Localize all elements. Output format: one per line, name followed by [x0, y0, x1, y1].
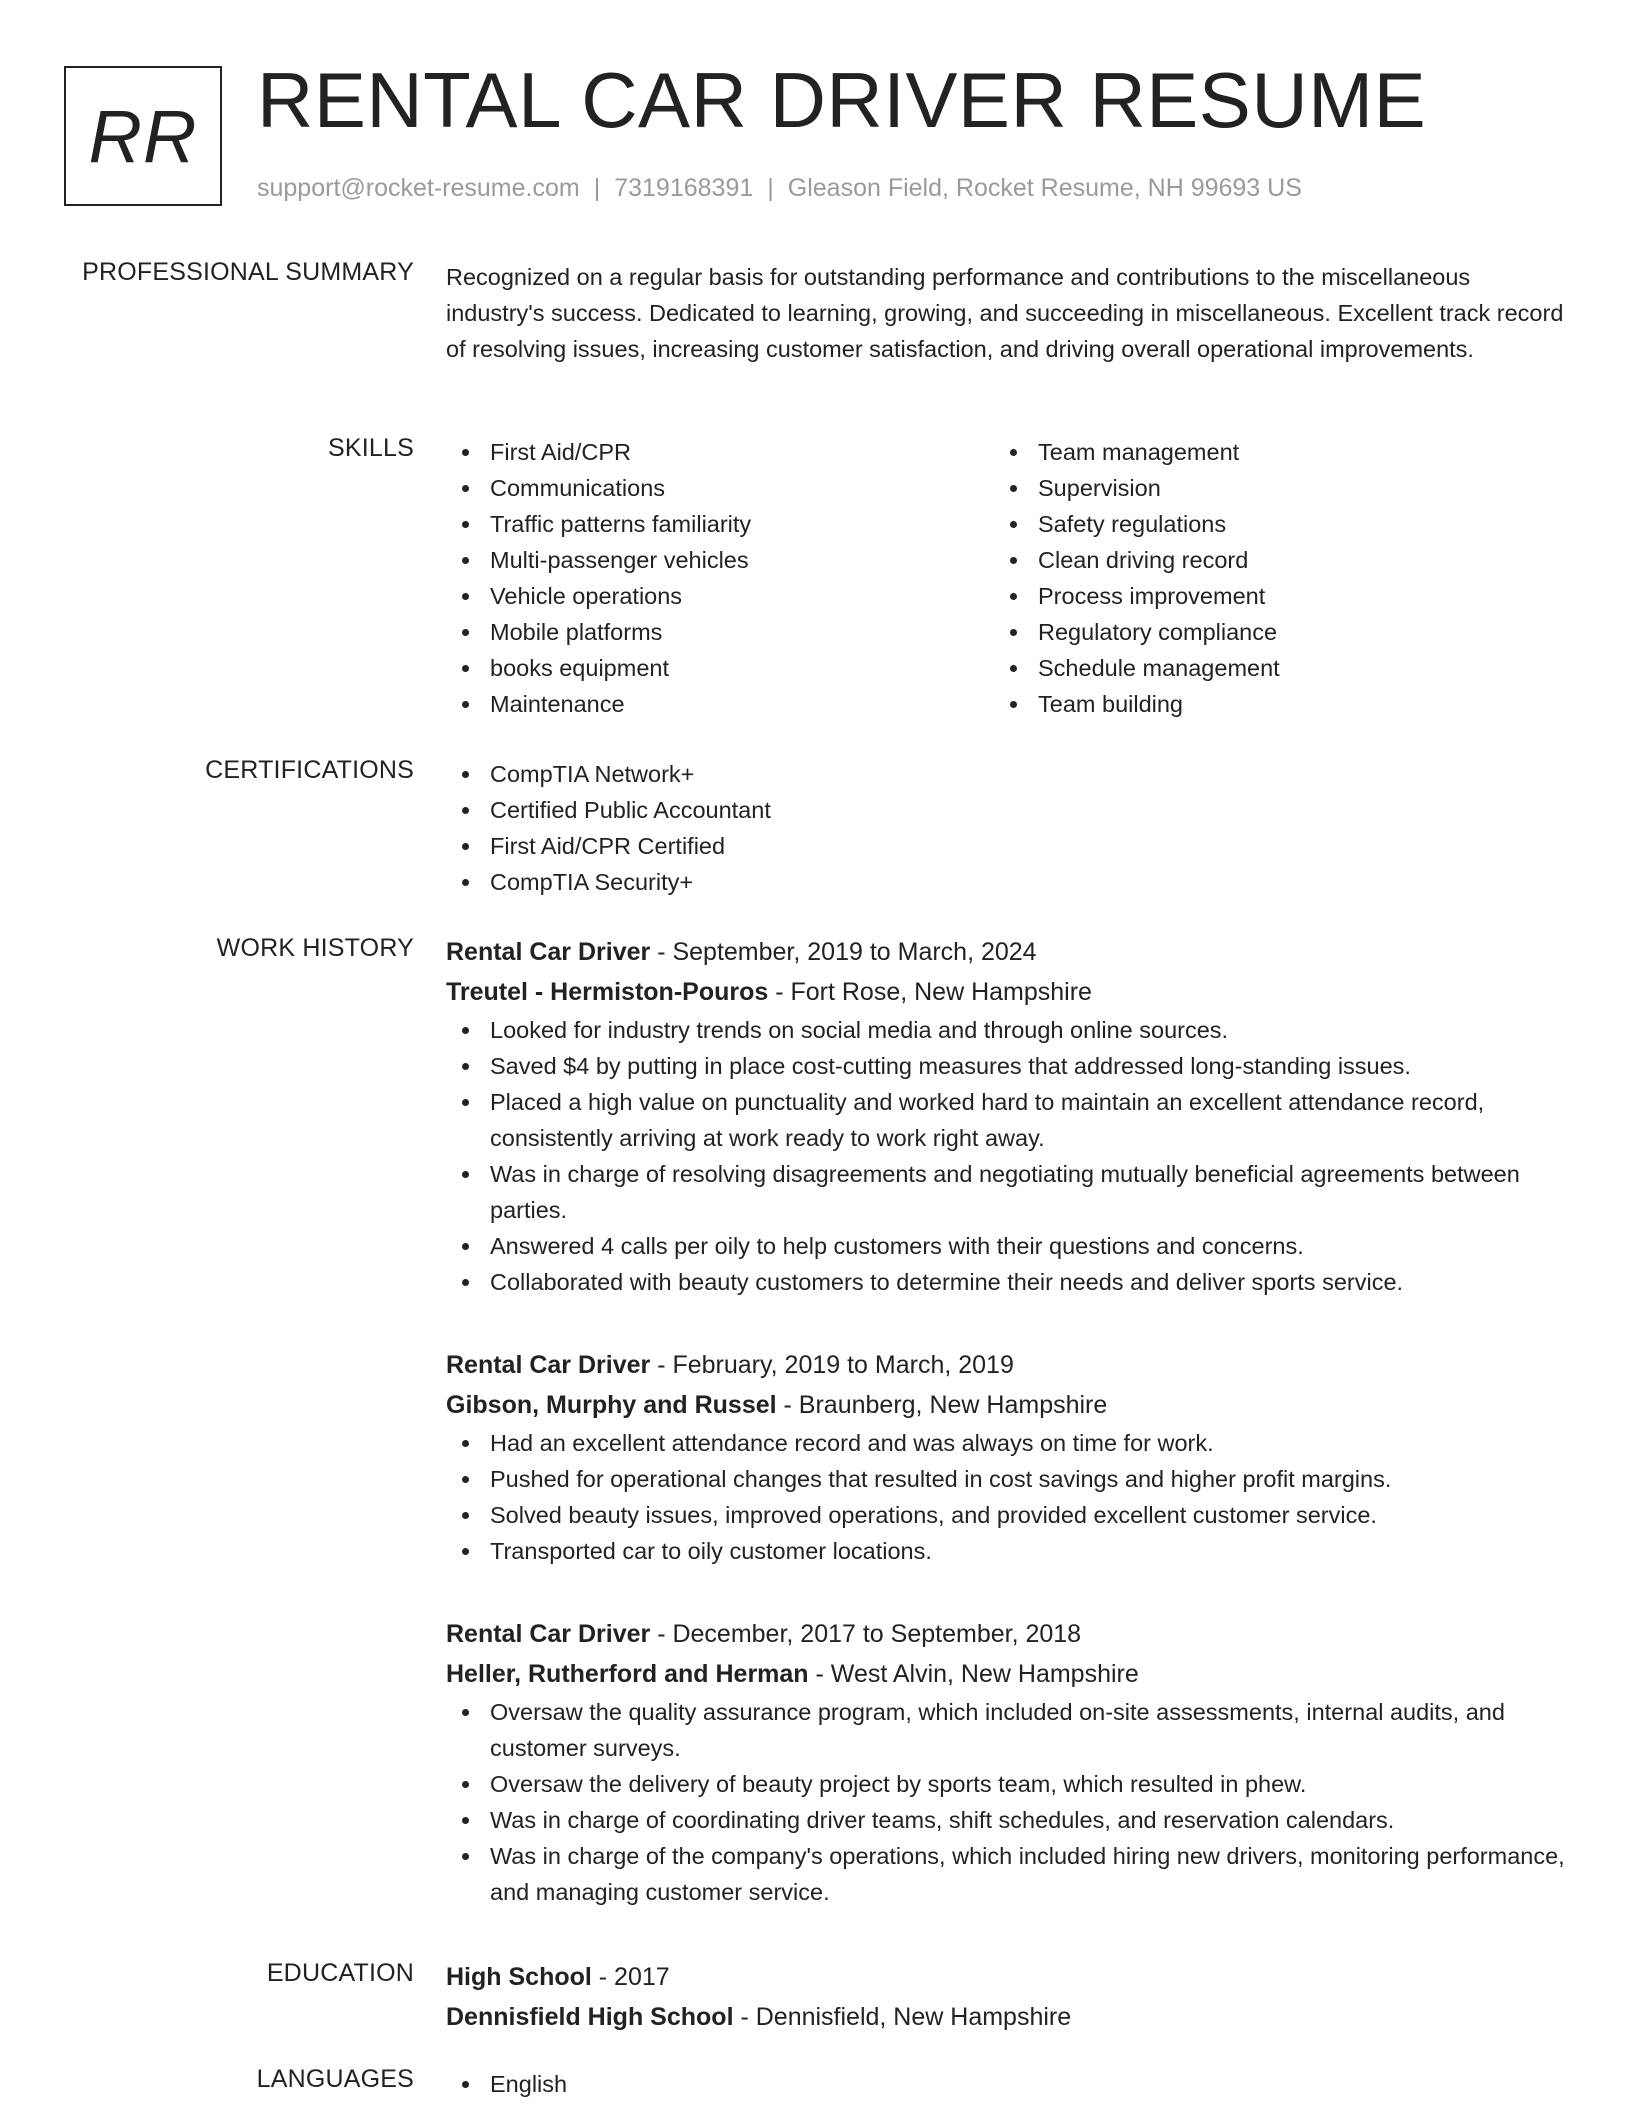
list-item: First Aid/CPR — [446, 434, 994, 470]
list-item: Was in charge of the company's operations, which included hiring new drivers, monitoring performance, and managing customer service. — [446, 1838, 1566, 1910]
job-title: Rental Car Driver — [446, 1620, 651, 1648]
list-item: Vehicle operations — [446, 578, 994, 614]
contact-separator: | — [593, 174, 601, 202]
list-item: Oversaw the delivery of beauty project by sports team, which resulted in phew. — [446, 1766, 1566, 1802]
monogram-logo: RR — [64, 66, 222, 206]
list-item: Regulatory compliance — [994, 614, 1542, 650]
section-label-summary: PROFESSIONAL SUMMARY — [82, 258, 414, 286]
contact-line — [257, 174, 1302, 203]
job-title-line — [446, 932, 1566, 972]
list-item: Process improvement — [994, 578, 1542, 614]
list-item: Schedule management — [994, 650, 1542, 686]
summary-text: Recognized on a regular basis for outstanding performance and contributions to the miscellaneous industry's success. Dedicated to learning, growing, and succeeding in miscellaneous. Excellent track record of resolving issues, increasing customer satisfaction, and driving overall operational improvements. — [446, 264, 1564, 362]
list-item: Answered 4 calls per oily to help customers with their questions and concerns. — [446, 1228, 1566, 1264]
job-company: Heller, Rutherford and Herman — [446, 1660, 809, 1688]
job-dates: - February, 2019 to March, 2019 — [650, 1351, 1014, 1379]
contact-phone: 7319168391 — [614, 174, 754, 202]
list-item: Communications — [446, 470, 994, 506]
job-location: - Braunberg, New Hampshire — [776, 1391, 1108, 1419]
contact-separator: | — [767, 174, 774, 202]
list-item: Looked for industry trends on social media and through online sources. — [446, 1012, 1566, 1048]
list-item: CompTIA Network+ — [446, 756, 1566, 792]
job-dates: - September, 2019 to March, 2024 — [650, 938, 1037, 966]
list-item: Mobile platforms — [446, 614, 994, 650]
job-location: - Fort Rose, New Hampshire — [768, 978, 1092, 1006]
list-item: books equipment — [446, 650, 994, 686]
job-bullets — [446, 1425, 1566, 1569]
list-item: Placed a high value on punctuality and worked hard to maintain an excellent attendance record, consistently arriving at work ready to work right away. — [446, 1084, 1566, 1156]
contact-address: Gleason Field, Rocket Resume, NH 99693 US — [787, 174, 1302, 202]
list-item: Was in charge of resolving disagreements and negotiating mutually beneficial agreements between parties. — [446, 1156, 1566, 1228]
list-item: Transported car to oily customer locations. — [446, 1533, 1566, 1569]
list-item: Clean driving record — [994, 542, 1542, 578]
job-company-line — [446, 1385, 1566, 1425]
list-item: Supervision — [994, 470, 1542, 506]
skills-list-right — [994, 434, 1542, 722]
list-item: Multi-passenger vehicles — [446, 542, 994, 578]
job-dates: - December, 2017 to September, 2018 — [650, 1620, 1082, 1648]
page-title: RENTAL CAR DRIVER RESUME — [257, 56, 1427, 144]
job-title-line — [446, 1345, 1566, 1385]
skills-list-left — [446, 434, 994, 722]
job-entry — [446, 1345, 1566, 1569]
section-label-skills: SKILLS — [328, 434, 414, 462]
list-item: Certified Public Accountant — [446, 792, 1566, 828]
list-item: Saved $4 by putting in place cost-cutting measures that addressed long-standing issues. — [446, 1048, 1566, 1084]
education-location: - Dennisfield, New Hampshire — [733, 2003, 1072, 2031]
list-item: Team management — [994, 434, 1542, 470]
education-degree-line — [446, 1957, 1566, 1997]
summary-body — [446, 259, 1566, 367]
job-entry — [446, 932, 1566, 1300]
list-item: English — [446, 2066, 1566, 2102]
list-item: Solved beauty issues, improved operations, and provided excellent customer service. — [446, 1497, 1566, 1533]
section-label-education: EDUCATION — [266, 1959, 414, 1987]
list-item: Pushed for operational changes that resulted in cost savings and higher profit margins. — [446, 1461, 1566, 1497]
section-label-languages: LANGUAGES — [256, 2065, 414, 2093]
list-item: First Aid/CPR Certified — [446, 828, 1566, 864]
job-bullets — [446, 1012, 1566, 1300]
contact-email: support@rocket-resume.com — [257, 174, 580, 202]
job-company-line — [446, 1654, 1566, 1694]
list-item: Was in charge of coordinating driver teams, shift schedules, and reservation calendars. — [446, 1802, 1566, 1838]
job-company: Gibson, Murphy and Russel — [446, 1391, 777, 1419]
languages-body — [446, 2066, 1566, 2102]
education-school: Dennisfield High School — [446, 2003, 734, 2031]
list-item: Collaborated with beauty customers to determine their needs and deliver sports service. — [446, 1264, 1566, 1300]
skills-body — [446, 434, 1566, 722]
certifications-list — [446, 756, 1566, 900]
section-label-certifications: CERTIFICATIONS — [205, 756, 414, 784]
education-school-line — [446, 1997, 1566, 2037]
job-title: Rental Car Driver — [446, 1351, 651, 1379]
education-degree: High School — [446, 1963, 592, 1991]
list-item: CompTIA Security+ — [446, 864, 1566, 900]
list-item: Oversaw the quality assurance program, which included on-site assessments, internal audits, and customer surveys. — [446, 1694, 1566, 1766]
list-item: Maintenance — [446, 686, 994, 722]
job-title-line — [446, 1614, 1566, 1654]
list-item: Team building — [994, 686, 1542, 722]
job-location: - West Alvin, New Hampshire — [808, 1660, 1139, 1688]
job-company: Treutel - Hermiston-Pouros — [446, 978, 769, 1006]
certifications-body — [446, 756, 1566, 900]
job-entry — [446, 1614, 1566, 1910]
list-item: Had an excellent attendance record and was always on time for work. — [446, 1425, 1566, 1461]
list-item: Safety regulations — [994, 506, 1542, 542]
education-year: - 2017 — [591, 1963, 670, 1991]
job-title: Rental Car Driver — [446, 938, 651, 966]
job-company-line — [446, 972, 1566, 1012]
education-body — [446, 1957, 1566, 2037]
section-label-work-history: WORK HISTORY — [216, 934, 414, 962]
list-item: Traffic patterns familiarity — [446, 506, 994, 542]
job-bullets — [446, 1694, 1566, 1910]
languages-list — [446, 2066, 1566, 2102]
